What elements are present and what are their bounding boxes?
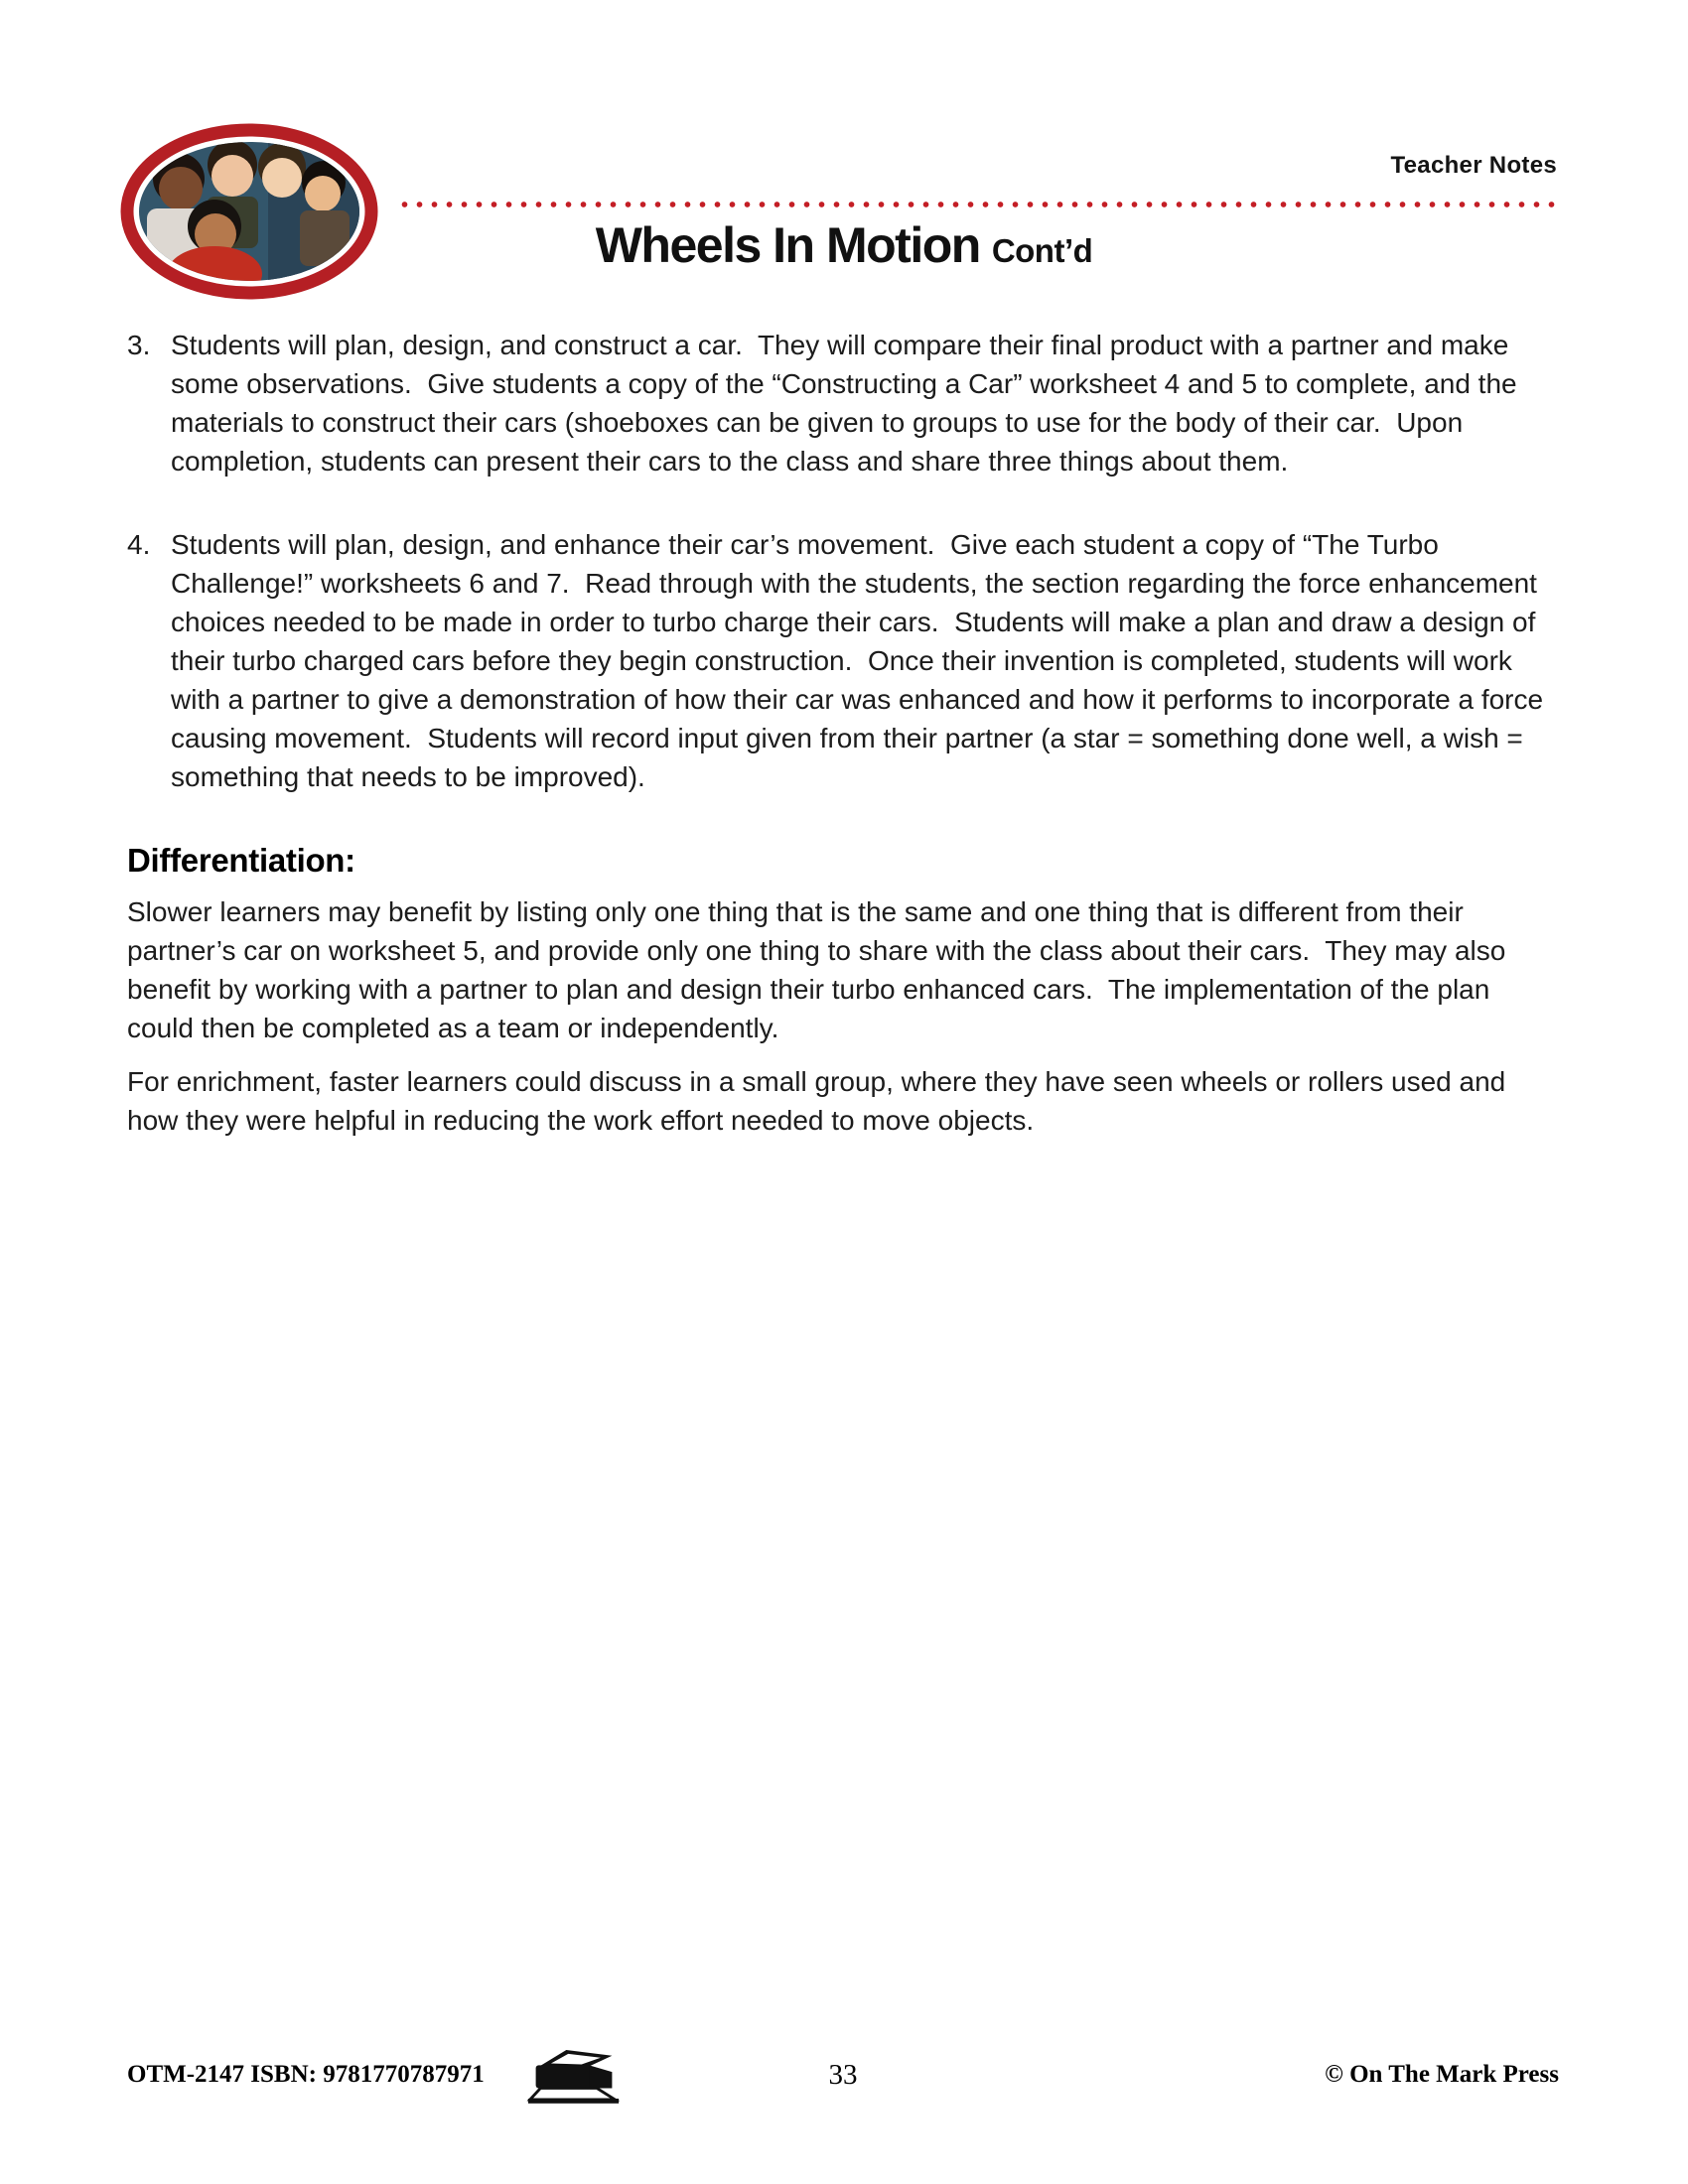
enrichment-paragraph: For enrichment, faster learners could discuss in a small group, where they have seen wheels or rollers used and how they were helpful in reducing the work effort needed to move objects. (127, 1066, 1514, 1136)
page-title-suffix: Cont’d (991, 232, 1093, 269)
footer-left (127, 2045, 622, 2105)
page-title (129, 216, 1559, 274)
list-item-number: 3. (127, 330, 151, 360)
page-footer (127, 2043, 1559, 2107)
printer-icon (526, 2045, 622, 2105)
list-item-text: Students will plan, design, and enhance their car’s movement. Give each student a copy of “The Turbo Challenge!” worksheets 6 and 7. Read through with the students, the section regarding the force enhancement choices needed to be made in order to turbo charge their cars. Students will make a plan and draw a design of their turbo charged cars before they begin construction. Once their invention is completed, students will work with a partner to give a demonstration of how their car was enhanced and how it performs to incorporate a force causing movement. Students will record input given from their partner (a star = something done well, a wish = something that needs to be improved). (171, 529, 1551, 792)
page-number: 33 (828, 2058, 858, 2091)
page-title-main: Wheels In Motion (595, 217, 980, 273)
page-content (127, 326, 1559, 1155)
isbn-text: OTM-2147 ISBN: 9781770787971 (127, 2061, 485, 2088)
list-item-number: 4. (127, 529, 151, 560)
copyright-text: © On The Mark Press (1325, 2061, 1559, 2088)
corner-label: Teacher Notes (1390, 152, 1557, 179)
list-item-3 (127, 326, 1559, 480)
differentiation-heading: Differentiation: (127, 842, 355, 879)
list-item-text: Students will plan, design, and construct a car. They will compare their final product with a partner and make some observations. Give students a copy of the “Constructing a Car” worksheet 4 and 5 to complete, and the materials to construct their cars (shoeboxes can be given to groups to use for the body of their car. Upon completion, students can present their cars to the class and share three things about them. (171, 330, 1525, 477)
differentiation-paragraph: Slower learners may benefit by listing only one thing that is the same and one thing that is different from their partner’s car on worksheet 5, and provide only one thing to share with the class about their cars. They may also benefit by working with a partner to plan and design their turbo enhanced cars. The implementation of the plan could then be completed as a team or independently. (127, 896, 1514, 1043)
dotted-divider (397, 201, 1563, 208)
list-item-4 (127, 525, 1559, 796)
